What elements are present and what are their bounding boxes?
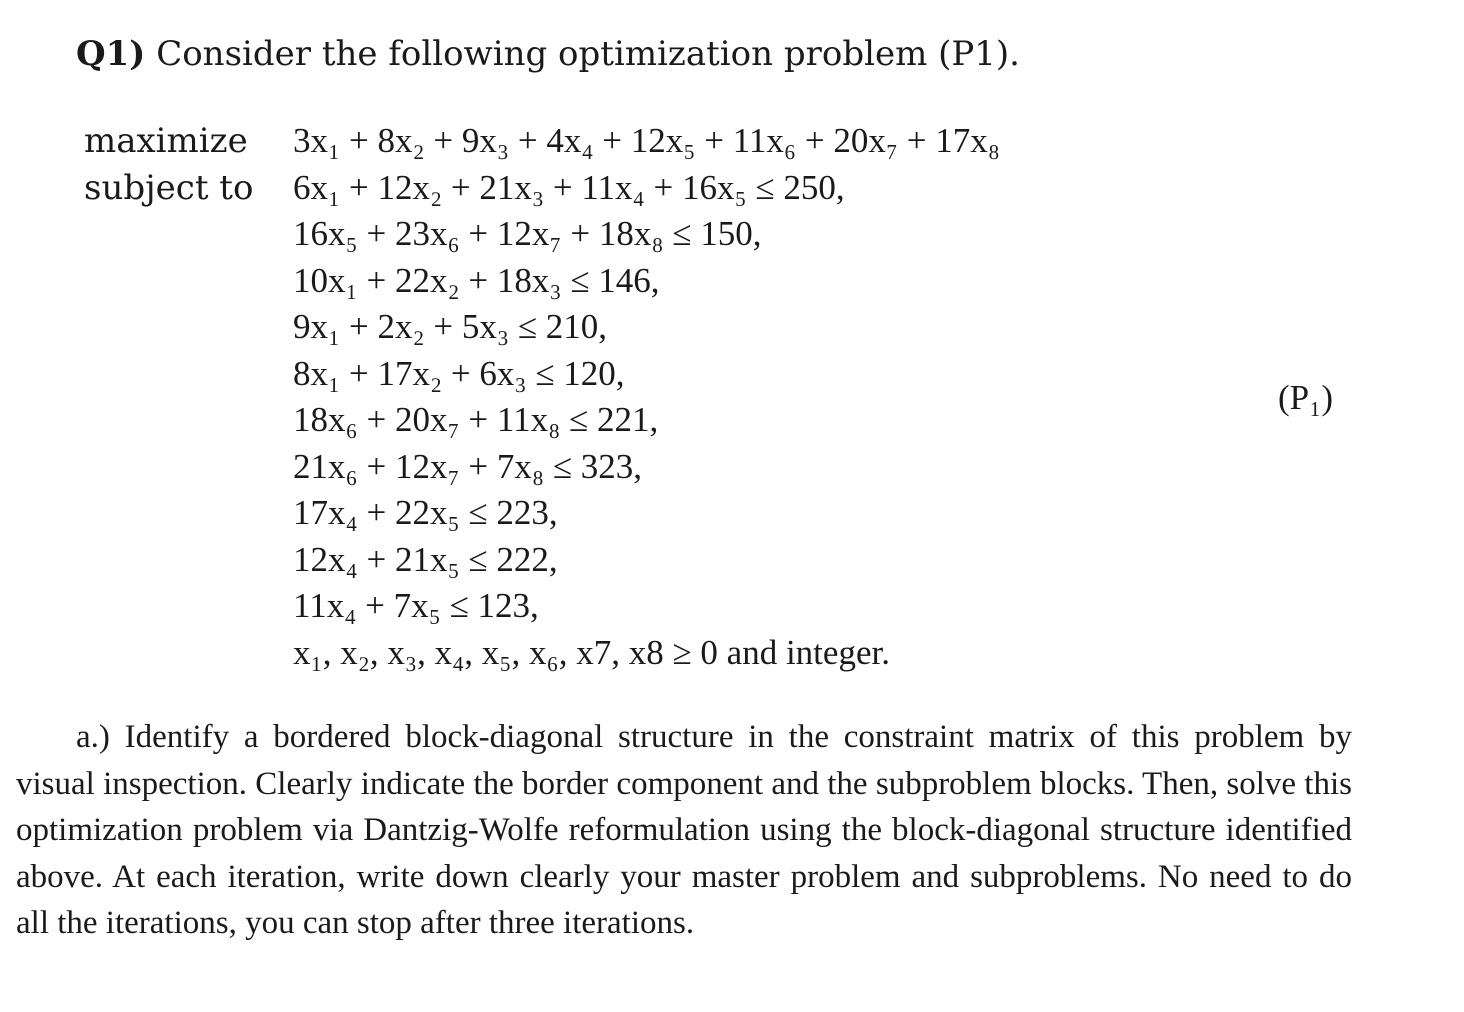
constraint-row: 18x₆ + 20x₇ + 11x₈ ≤ 221, bbox=[293, 400, 659, 439]
objective-function: 3x₁ + 8x₂ + 9x₃ + 4x₄ + 12x₅ + 11x₆ + 20x₇ + 17x₈ bbox=[293, 121, 1000, 160]
constraint-row: 12x₄ + 21x₅ ≤ 222, bbox=[293, 540, 558, 579]
constraint-row: 8x₁ + 17x₂ + 6x₃ ≤ 120, bbox=[293, 354, 625, 393]
constraint-row: 10x₁ + 22x₂ + 18x₃ ≤ 146, bbox=[293, 261, 660, 300]
question-intro: Consider the following optimization problem (P1). bbox=[156, 34, 1020, 74]
part-a-text: a.) Identify a bordered block-diagonal structure in the constraint matrix of this problem by visual inspection. Clearly indicate the border component and the subproblem blocks. Then, solve this optimization problem via Dantzig-Wolfe reformulation using the block-diagonal structure identified above. At each iteration, write down clearly your master problem and subproblems. No need to do all the iterations, you can stop after three iterations. bbox=[16, 719, 1352, 941]
constraint-row: 16x₅ + 23x₆ + 12x₇ + 18x₈ ≤ 150, bbox=[293, 214, 762, 253]
objective-label: maximize bbox=[84, 121, 248, 161]
constraint-row: 6x₁ + 12x₂ + 21x₃ + 11x₄ + 16x₅ ≤ 250, bbox=[293, 168, 845, 207]
nonnegativity-constraint: x₁, x₂, x₃, x₄, x₅, x₆, x7, x8 ≥ 0 and integer. bbox=[293, 633, 890, 672]
constraint-row: 17x₄ + 22x₅ ≤ 223, bbox=[293, 493, 558, 532]
equation-tag: (P₁) bbox=[1278, 378, 1333, 417]
constraint-row: 9x₁ + 2x₂ + 5x₃ ≤ 210, bbox=[293, 307, 608, 346]
constraint-row: 11x₄ + 7x₅ ≤ 123, bbox=[293, 586, 539, 625]
constraint-row: 21x₆ + 12x₇ + 7x₈ ≤ 323, bbox=[293, 447, 643, 486]
constraints-label: subject to bbox=[84, 168, 254, 208]
question-number: Q1) bbox=[76, 34, 146, 74]
question-heading bbox=[76, 34, 1020, 74]
